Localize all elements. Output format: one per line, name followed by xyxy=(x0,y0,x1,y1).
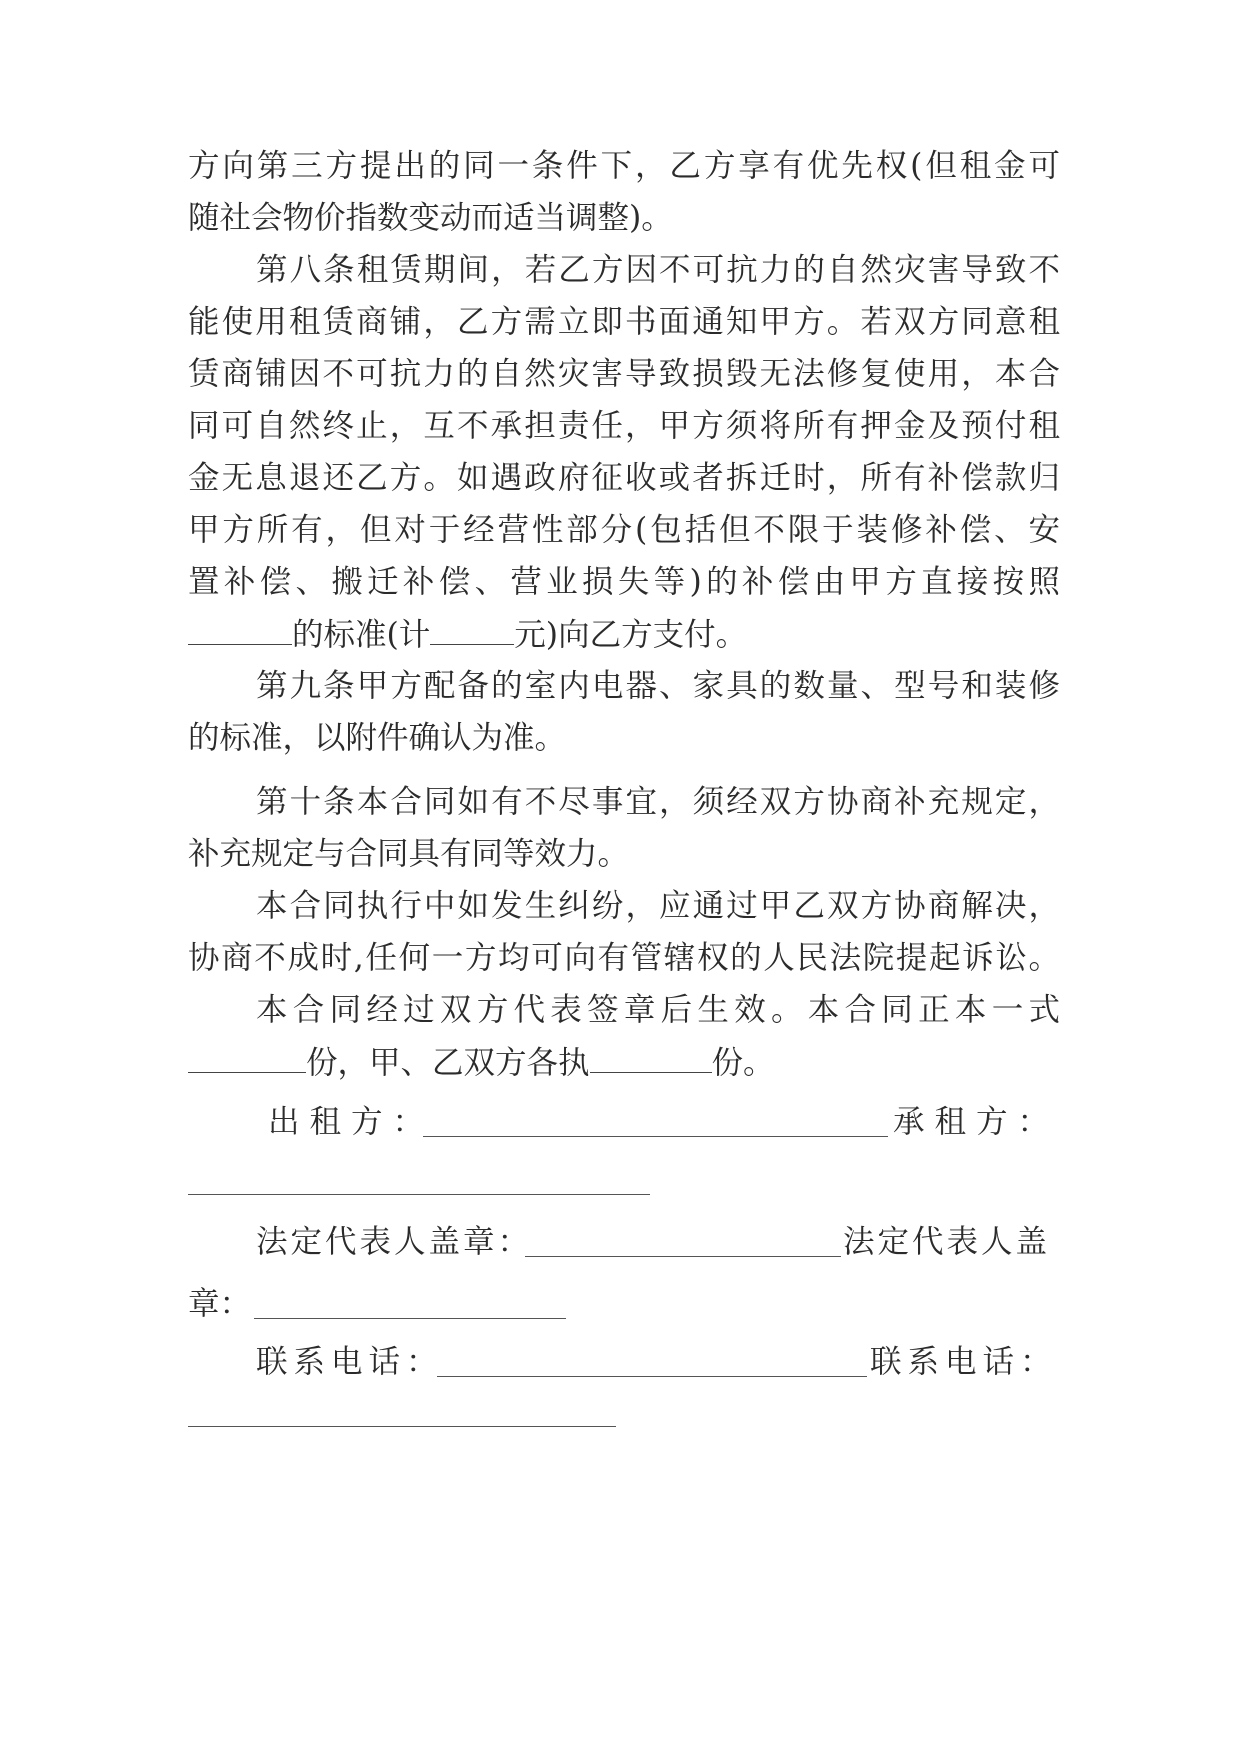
lessor-rep-label: 法定代表人盖章： xyxy=(256,1224,533,1260)
compensation-amount-blank[interactable] xyxy=(430,614,514,645)
text-line: 金无息退还乙方。如遇政府征收或者拆迁时，所有补偿款归 xyxy=(188,460,1060,496)
text-fragment: 份，甲、乙双方各执 xyxy=(306,1045,590,1081)
lessee-signature-line[interactable] xyxy=(188,1194,650,1195)
compensation-line xyxy=(188,614,1060,655)
text-line: 方向第三方提出的同一条件下，乙方享有优先权(但租金可 xyxy=(188,148,1060,184)
text-line: 本合同执行中如发生纠纷，应通过甲乙双方协商解决， xyxy=(256,888,1060,924)
lessor-rep-seal-line[interactable] xyxy=(525,1256,841,1257)
lessor-phone-line[interactable] xyxy=(437,1376,867,1377)
lessor-phone-label: 联系电话： xyxy=(256,1344,444,1380)
lessee-rep-label-continued: 章： xyxy=(188,1286,252,1322)
lessee-phone-line[interactable] xyxy=(188,1426,616,1427)
lessee-rep-seal-line[interactable] xyxy=(254,1318,566,1319)
text-line: 同可自然终止，互不承担责任，甲方须将所有押金及预付租 xyxy=(188,408,1060,444)
text-line: 协商不成时,任何一方均可向有管辖权的人民法院提起诉讼。 xyxy=(188,940,1060,976)
copies-line xyxy=(188,1042,1060,1083)
text-line: 随社会物价指数变动而适当调整)。 xyxy=(188,200,673,236)
copies-each-blank[interactable] xyxy=(590,1042,712,1073)
text-line: 赁商铺因不可抗力的自然灾害导致损毁无法修复使用，本合 xyxy=(188,356,1060,392)
lessee-phone-label: 联系电话： xyxy=(870,1344,1058,1380)
text-line: 能使用租赁商铺，乙方需立即书面通知甲方。若双方同意租 xyxy=(188,304,1060,340)
article-10-heading-line: 第十条本合同如有不尽事宜，须经双方协商补充规定， xyxy=(256,784,1060,820)
lessor-signature-line[interactable] xyxy=(423,1136,888,1137)
text-fragment: 元)向乙方支付。 xyxy=(514,617,748,653)
article-9-heading-line: 第九条甲方配备的室内电器、家具的数量、型号和装修 xyxy=(256,668,1060,704)
text-line: 置补偿、搬迁补偿、营业损失等)的补偿由甲方直接按照 xyxy=(188,564,1060,600)
text-line: 甲方所有，但对于经营性部分(包括但不限于装修补偿、安 xyxy=(188,512,1060,548)
text-fragment: 份。 xyxy=(711,1045,775,1081)
copies-total-blank[interactable] xyxy=(188,1042,306,1073)
lessor-label: 出租方： xyxy=(268,1104,435,1140)
compensation-standard-blank[interactable] xyxy=(188,614,292,645)
text-fragment: 的标准(计 xyxy=(292,617,431,653)
text-line: 本合同经过双方代表签章后生效。本合同正本一式 xyxy=(256,992,1060,1028)
lessee-rep-label: 法定代表人盖 xyxy=(843,1224,1051,1260)
lessee-label: 承租方： xyxy=(893,1104,1060,1140)
text-line: 的标准，以附件确认为准。 xyxy=(188,720,567,756)
text-line: 补充规定与合同具有同等效力。 xyxy=(188,836,630,872)
article-8-heading-line: 第八条租赁期间，若乙方因不可抗力的自然灾害导致不 xyxy=(256,252,1060,288)
